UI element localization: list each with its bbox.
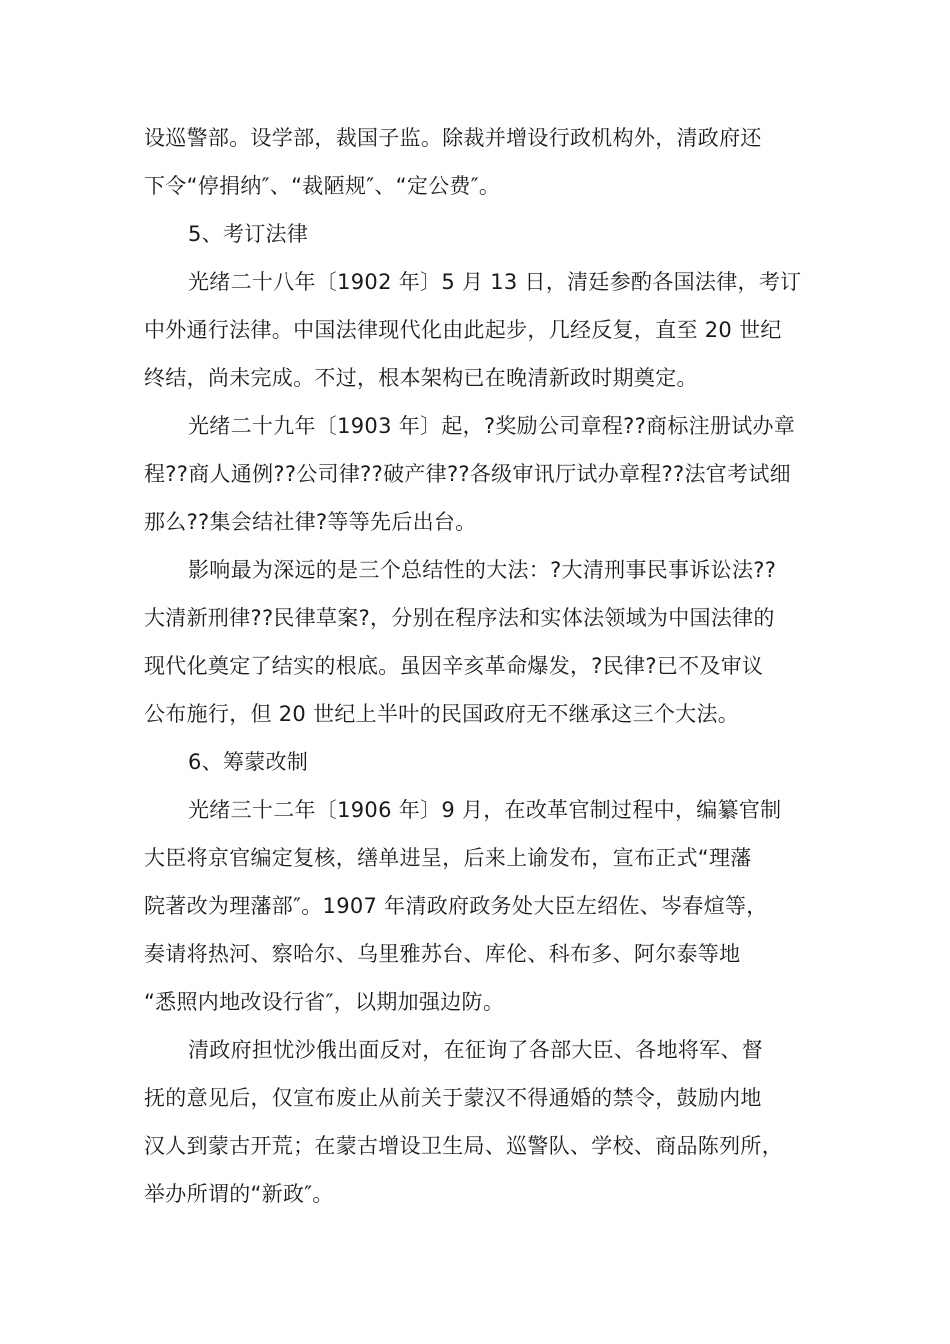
body-text-line: 抚的意见后，仅宣布废止从前关于蒙汉不得通婚的禁令，鼓励内地 [144,1086,762,1110]
body-text-line: 终结，尚未完成。不过，根本架构已在晚清新政时期奠定。 [144,366,698,390]
paragraph-start: 光绪二十八年〔1902 年〕5 月 13 日，清廷参酌各国法律，考订 [188,270,802,294]
document-body [144,114,824,1218]
paragraph-start: 光绪二十九年〔1903 年〕起，?奖励公司章程??商标注册试办章 [188,414,796,438]
body-text-line: 举办所谓的“新政″。 [144,1182,334,1206]
body-text-line: 公布施行，但 20 世纪上半叶的民国政府无不继承这三个大法。 [144,702,740,726]
body-text-line: 中外通行法律。中国法律现代化由此起步，几经反复，直至 20 世纪 [144,318,782,342]
body-text-line: 大清新刑律??民律草案?，分别在程序法和实体法领域为中国法律的 [144,606,775,630]
body-text-line: 下令“停捐纳″、“裁陋规″、“定公费″。 [144,174,501,198]
body-text-line: 设巡警部。设学部，裁国子监。除裁并增设行政机构外，清政府还 [144,126,762,150]
paragraph-start: 清政府担忧沙俄出面反对，在征询了各部大臣、各地将军、督 [188,1038,764,1062]
body-text-line: 大臣将京官编定复核，缮单进呈，后来上谕发布，宣布正式“理藩 [144,846,752,870]
body-text-line: 院著改为理藩部″。1907 年清政府政务处大臣左绍佐、岑春煊等， [144,894,768,918]
body-text-line: 现代化奠定了结实的根底。虽因辛亥革命爆发，?民律?已不及审议 [144,654,764,678]
body-text-line: 程??商人通例??公司律??破产律??各级审讯厅试办章程??法官考试细 [144,462,791,486]
section-heading-law-revision: 5、考订法律 [188,222,309,246]
paragraph-start: 光绪三十二年〔1906 年〕9 月，在改革官制过程中，编纂官制 [188,798,782,822]
paragraph-start: 影响最为深远的是三个总结性的大法：?大清刑事民事诉讼法?? [188,558,777,582]
section-heading-mongolia-reform: 6、筹蒙改制 [188,750,309,774]
body-text-line: 奏请将热河、察哈尔、乌里雅苏台、库伦、科布多、阿尔泰等地 [144,942,741,966]
body-text-line: “悉照内地改设行省″，以期加强边防。 [144,990,505,1014]
body-text-line: 那么??集会结社律?等等先后出台。 [144,510,477,534]
body-text-line: 汉人到蒙古开荒；在蒙古增设卫生局、巡警队、学校、商品陈列所， [144,1134,783,1158]
